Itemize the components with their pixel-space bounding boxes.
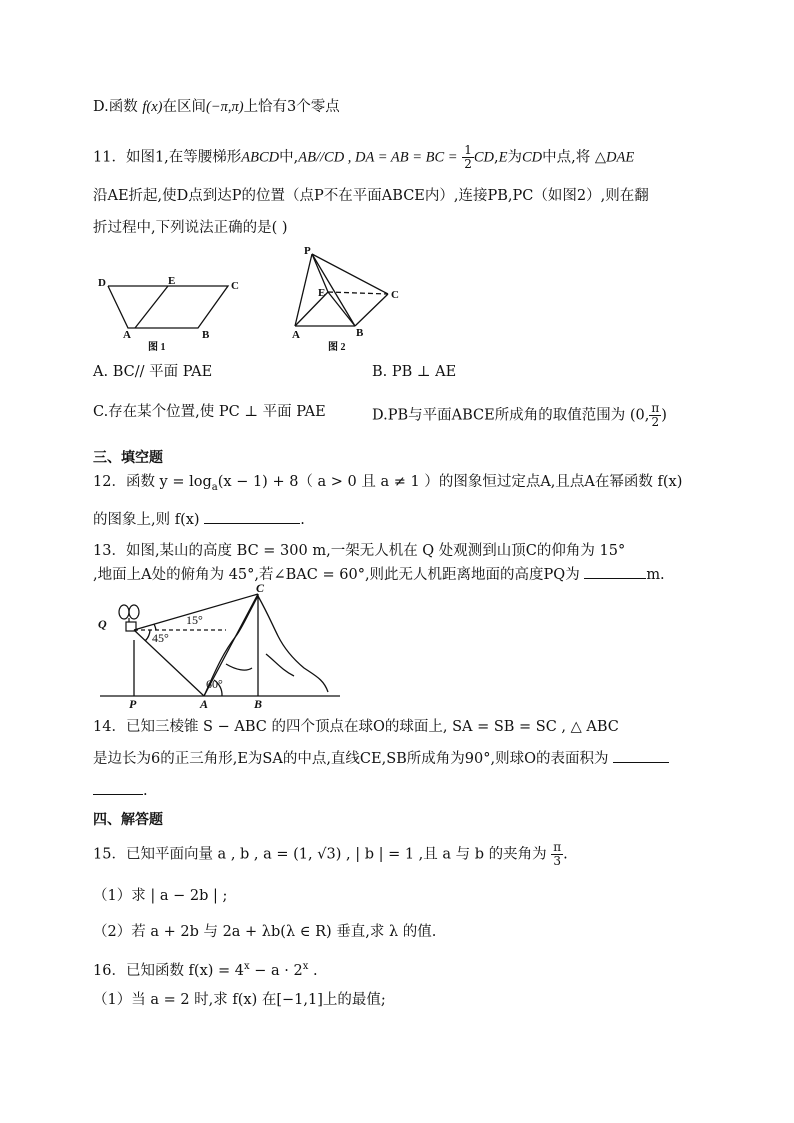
q16-sup1: x — [244, 961, 250, 972]
fig2-label-p: P — [304, 245, 311, 257]
q11-t3: 为 — [507, 149, 522, 166]
q11-figures — [90, 244, 420, 356]
q12-text-b: (x − 1) + 8（ a > 0 且 a ≠ 1 ）的图象恒过定点A,且点A在幂函数 f(x) — [217, 474, 683, 490]
q16-end: . — [308, 962, 318, 979]
q13-label-a: A — [200, 697, 209, 710]
q16-sup2: x — [302, 961, 309, 972]
q10d-func: f — [142, 99, 147, 115]
q11-num: 11．如图1,在等腰梯形 — [93, 149, 242, 166]
q11-optd-close: ) — [661, 407, 667, 424]
q16-text-b: − a · 2 — [249, 962, 303, 979]
q11-t2: , — [494, 149, 499, 166]
q11-stem-line2: 沿AE折起,使D点到达P的位置（点P不在平面ABCE内）,连接PB,PC（如图2）,则在翻 — [93, 188, 649, 204]
q13-label-b: B — [254, 697, 263, 710]
q13-label-p: P — [129, 697, 137, 710]
section-answer-heading: 四、解答题 — [93, 812, 163, 828]
fig1-label-a: A — [123, 329, 131, 341]
q14-text: 是边长为6的正三角形,E为SA的中点,直线CE,SB所成角为90°,则球O的表面积为 — [93, 751, 609, 767]
q11-t1: 中, — [279, 149, 299, 166]
q11-e: E — [498, 149, 508, 166]
q11-fraction — [462, 144, 474, 171]
q14-line1: 14．已知三棱锥 S − ABC 的四个顶点在球O的球面上, SA = SB = SC , △ ABC — [93, 719, 619, 735]
q14-answer-blank[interactable] — [613, 748, 669, 763]
q13-label-c: C — [256, 584, 265, 595]
q13-text: ,地面上A处的俯角为 45°,若∠BAC = 60°,则此无人机距离地面的高度PQ为 — [93, 567, 580, 583]
q15-part2: （2）若 a + 2b 与 2a + λb(λ ∈ R) 垂直,求 λ 的值. — [93, 924, 437, 940]
q13-answer-blank[interactable] — [584, 564, 646, 579]
q10d-arg: (x) — [146, 99, 163, 115]
fig2-pa — [295, 254, 312, 326]
q14-end: . — [143, 783, 148, 799]
q11-dae: DAE — [606, 149, 635, 166]
fig2-label-e: E — [318, 287, 326, 299]
q10-option-d — [93, 97, 340, 117]
q13-figure — [96, 584, 346, 710]
q11-stem-line3: 折过程中,下列说法正确的是( ) — [93, 220, 288, 236]
fig1-caption: 图 1 — [148, 342, 166, 353]
q13-angle-45: 45° — [152, 631, 169, 645]
q12-answer-blank[interactable] — [204, 509, 300, 524]
q11-frac-num: 1 — [464, 143, 472, 157]
fig1-label-e: E — [168, 275, 176, 287]
q15-fraction — [551, 841, 563, 868]
q15-line1 — [93, 841, 568, 868]
fig2-bc — [355, 294, 388, 326]
q13-angle-15: 15° — [186, 613, 203, 627]
figure-2 — [295, 254, 388, 326]
q13-label-q: Q — [98, 617, 107, 631]
fig2-eb — [328, 292, 355, 326]
q13-drone-icon — [119, 605, 139, 631]
fig2-caption: 图 2 — [328, 342, 346, 353]
q11-optd-text: D.PB与平面ABCE所成角的取值范围为 (0, — [372, 407, 650, 424]
q11-option-a: A. BC// 平面 PAE — [93, 364, 213, 380]
fig2-label-a: A — [292, 329, 300, 341]
q16-line1 — [93, 957, 318, 981]
q11-option-b: B. PB ⊥ AE — [372, 364, 457, 380]
q10d-interval: (−π,π) — [205, 99, 244, 115]
fig1-label-b: B — [202, 329, 210, 341]
q11-option-c: C.存在某个位置,使 PC ⊥ 平面 PAE — [93, 404, 326, 420]
q12-line2 — [93, 509, 305, 530]
fig2-label-c: C — [391, 289, 399, 301]
q12-sub: a — [211, 481, 218, 493]
q13-mountain-ridges — [226, 654, 294, 676]
q11-optd-fraction — [649, 402, 661, 429]
q11-optd-num: π — [651, 401, 660, 415]
q11-cd2: CD — [521, 149, 543, 166]
q11-frac-den: 2 — [464, 157, 472, 171]
q15-text: 15．已知平面向量 a , b , a = (1, √3) , | b | = 1 ,且 a 与 b 的夹角为 — [93, 846, 547, 863]
figure-1 — [108, 286, 228, 328]
q12-text-a: 12．函数 y = log — [93, 474, 212, 490]
q15-end: . — [563, 846, 568, 863]
q12-end: . — [300, 512, 305, 528]
fig1-label-d: D — [98, 277, 106, 289]
q15-part1: （1）求 | a − 2b | ; — [93, 888, 228, 904]
q10d-tail: 上恰有3个零点 — [243, 99, 340, 115]
q11-cd: CD — [473, 149, 494, 166]
fig1-label-c: C — [231, 280, 239, 292]
fig1-trapezoid — [108, 286, 228, 328]
q16-part1: （1）当 a = 2 时,求 f(x) 在[−1,1]上的最值; — [93, 992, 386, 1008]
q11-abcd: ABCD — [241, 149, 280, 166]
q13-unit: m. — [646, 567, 665, 583]
q11-option-d — [372, 402, 667, 429]
q10d-label: D.函数 — [93, 99, 138, 115]
q11-cond: AB//CD , DA = AB = BC = — [298, 149, 458, 166]
q13-angle-60: 60° — [206, 677, 223, 691]
fig1-segment-ae — [135, 286, 168, 328]
q15-frac-num: π — [553, 840, 562, 854]
fig2-ec-hidden — [328, 292, 388, 294]
section-fill-in-heading: 三、填空题 — [93, 450, 163, 466]
q13-line-qa — [134, 630, 204, 696]
q14-line3 — [93, 780, 148, 801]
q14-answer-blank-cont[interactable] — [93, 780, 143, 795]
q14-line2 — [93, 748, 669, 769]
q15-frac-den: 3 — [553, 854, 562, 868]
q11-optd-den: 2 — [651, 415, 660, 429]
q16-text-a: 16．已知函数 f(x) = 4 — [93, 962, 245, 979]
q13-arc-45 — [145, 630, 150, 641]
q13-line2 — [93, 564, 665, 585]
fig2-label-b: B — [356, 327, 364, 339]
q12-line1 — [93, 472, 682, 498]
q11-t4: 中点,将 △ — [542, 149, 606, 166]
q13-line1: 13．如图,某山的高度 BC = 300 m,一架无人机在 Q 处观测到山顶C的仰角为 15° — [93, 543, 626, 559]
q12-text-c: 的图象上,则 f(x) — [93, 512, 200, 528]
q13-arc-15 — [154, 624, 156, 630]
q10d-mid: 在区间 — [162, 99, 206, 115]
q11-stem-line1 — [93, 144, 634, 171]
